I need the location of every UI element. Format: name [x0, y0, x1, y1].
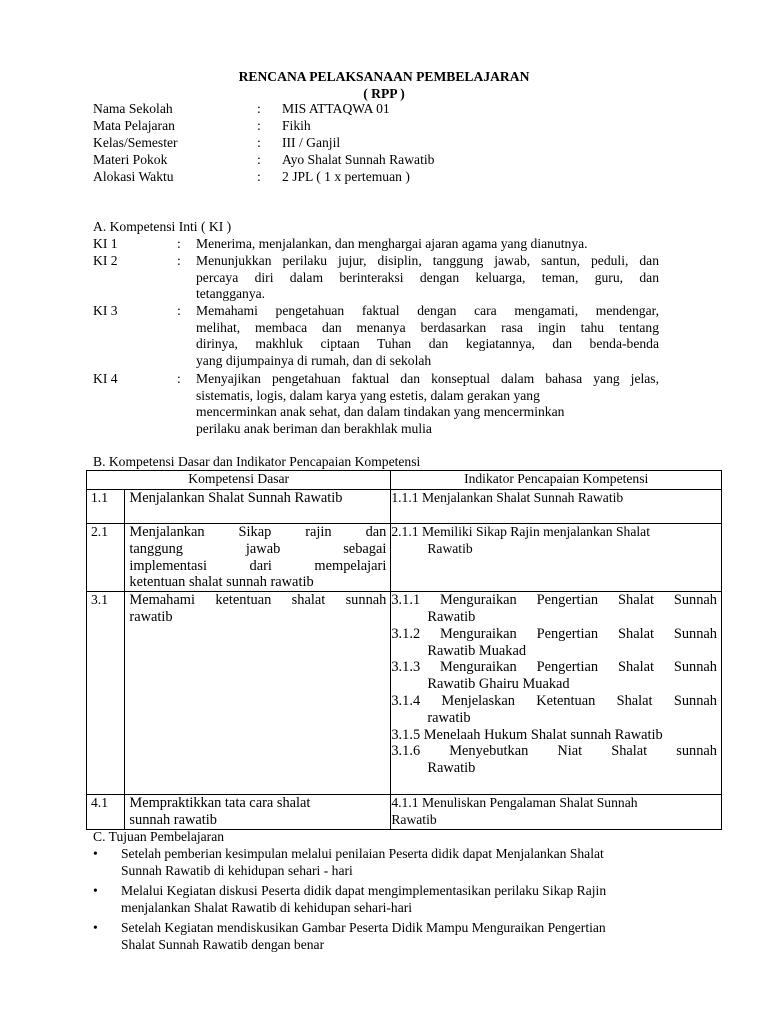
identity-colon: :: [257, 152, 261, 167]
row-number: 1.1: [87, 490, 125, 524]
tujuan-line: Sunnah Rawatib di kehidupan sehari - hari: [121, 862, 353, 878]
ipk-line: Rawatib: [391, 811, 437, 827]
tujuan-list: [93, 846, 713, 958]
ki-line: Menunjukkan perilaku jujur, disiplin, tanggung jawab, santun, peduli, dan: [196, 253, 659, 268]
kd-line: sunnah rawatib: [129, 811, 217, 828]
title-line-2: ( RPP ): [363, 86, 405, 101]
ki-colon: :: [177, 303, 181, 318]
kd-cell: [125, 490, 391, 524]
kd-cell: [125, 795, 391, 830]
ki-line: dirinya, makhluk ciptaan Tuhan dan kegiatannya, dan benda-benda: [196, 336, 659, 352]
kd-line: rawatib: [129, 608, 173, 625]
kd-line: tanggung jawab sebagai: [129, 540, 387, 557]
ki-line: perilaku anak beriman dan berakhlak mulia: [196, 420, 432, 436]
identity-label: Kelas/Semester: [93, 135, 178, 150]
ki-colon: :: [177, 371, 181, 386]
section-c-heading: C. Tujuan Pembelajaran: [93, 829, 225, 844]
tujuan-line: Setelah pemberian kesimpulan melalui penilaian Peserta didik dapat Menjalankan Shalat: [121, 846, 604, 861]
ki-line: sistematis, logis, dalam karya yang estetis, dalam gerakan yang: [196, 387, 540, 403]
ki-label: KI 4: [93, 371, 118, 386]
section-b-heading: B. Kompetensi Dasar dan Indikator Pencapaian Kompetensi: [93, 454, 421, 469]
ki-line: mencerminkan anak sehat, dan dalam tindakan yang mencerminkan: [196, 404, 565, 420]
ki-label: KI 2: [93, 253, 118, 268]
kd-line: Menjalankan Shalat Sunnah Rawatib: [129, 490, 343, 506]
ipk-line: Rawatib Ghairu Muakad: [427, 676, 570, 693]
ipk-cell: [391, 490, 722, 524]
list-item: [93, 846, 713, 879]
table-header-row: [87, 471, 722, 490]
ki-text: [196, 371, 659, 437]
identity-colon: :: [257, 118, 261, 133]
table-row: [87, 524, 722, 592]
identity-value: III / Ganjil: [282, 135, 341, 150]
ki-label: KI 3: [93, 303, 118, 318]
tujuan-line: menjalankan Shalat Rawatib di kehidupan sehari-hari: [121, 899, 413, 915]
ki-line: Menyajikan pengetahuan faktual dan konseptual dalam bahasa yang jelas,: [196, 371, 659, 386]
tujuan-line: Melalui Kegiatan diskusi Peserta didik dapat mengimplementasikan perilaku Sikap Rajin: [121, 883, 607, 899]
identity-colon: :: [257, 169, 261, 184]
kd-cell: [125, 524, 391, 592]
kd-line: Menjalankan Sikap rajin dan: [129, 524, 387, 540]
ki-colon: :: [177, 236, 181, 251]
ki-colon: :: [177, 253, 181, 268]
table-row: [87, 592, 722, 795]
ki-line: Menerima, menjalankan, dan menghargai ajaran agama yang dianutnya.: [196, 236, 588, 251]
ipk-line: rawatib: [427, 709, 471, 726]
ipk-line: Rawatib: [427, 760, 476, 777]
identity-label: Alokasi Waktu: [93, 169, 174, 184]
list-item: [93, 883, 713, 916]
row-number: 3.1: [87, 592, 125, 795]
kd-line: Memahami ketentuan shalat sunnah: [129, 592, 387, 609]
table-row: [87, 795, 722, 830]
ipk-line: 4.1.1 Menuliskan Pengalaman Shalat Sunnah: [391, 795, 638, 811]
ipk-cell: [391, 524, 722, 592]
ki-line: yang dijumpainya di rumah, dan di sekolah: [196, 352, 432, 368]
identity-label: Nama Sekolah: [93, 101, 173, 116]
section-a-heading: A. Kompetensi Inti ( KI ): [93, 219, 232, 234]
ki-line: Memahami pengetahuan faktual dengan cara mengamati, mendengar,: [196, 303, 659, 318]
ipk-line: Rawatib Muakad: [427, 642, 527, 659]
tujuan-line: Shalat Sunnah Rawatib dengan benar: [121, 936, 325, 952]
ipk-cell: [391, 795, 722, 830]
ipk-line: 3.1.2 Menguraikan Pengertian Shalat Sunnah: [391, 625, 717, 642]
kd-cell: [125, 592, 391, 795]
header-ipk: Indikator Pencapaian Kompetensi: [391, 471, 722, 490]
identity-label: Mata Pelajaran: [93, 118, 175, 133]
identity-colon: :: [257, 135, 261, 150]
header-kd: Kompetensi Dasar: [87, 471, 391, 490]
bullet-icon: •: [93, 883, 98, 899]
ki-text: [196, 303, 659, 369]
identity-value: MIS ATTAQWA 01: [282, 101, 390, 116]
ki-text: [196, 253, 659, 303]
identity-value: 2 JPL ( 1 x pertemuan ): [282, 169, 410, 184]
row-number: 4.1: [87, 795, 125, 830]
ipk-line: 3.1.5 Menelaah Hukum Shalat sunnah Rawatib: [391, 726, 663, 743]
kd-line: implementasi dari mempelajari: [129, 557, 387, 574]
title-line-1: RENCANA PELAKSANAAN PEMBELAJARAN: [238, 69, 530, 84]
identity-label: Materi Pokok: [93, 152, 168, 167]
ki-label: KI 1: [93, 236, 118, 251]
ipk-line: 2.1.1 Memiliki Sikap Rajin menjalankan Shalat: [391, 524, 650, 539]
ipk-line: 3.1.1 Menguraikan Pengertian Shalat Sunnah: [391, 592, 717, 609]
tujuan-line: Setelah Kegiatan mendiskusikan Gambar Peserta Didik Mampu Menguraikan Pengertian: [121, 920, 606, 936]
ki-line: melihat, membaca dan menanya berdasarkan rasa ingin tahu tentang: [196, 319, 659, 335]
ipk-line: Rawatib: [427, 608, 476, 625]
ipk-line: 3.1.4 Menjelaskan Ketentuan Shalat Sunnah: [391, 692, 717, 709]
ipk-line: 3.1.3 Menguraikan Pengertian Shalat Sunnah: [391, 659, 717, 676]
ipk-cell: [391, 592, 722, 795]
kd-ipk-table: [86, 470, 722, 830]
kd-line: Mempraktikkan tata cara shalat: [129, 795, 311, 812]
kd-line: ketentuan shalat sunnah rawatib: [129, 574, 314, 591]
document-title: [0, 69, 768, 103]
ki-text: [196, 236, 659, 253]
ki-line: percaya diri dalam berinteraksi dengan keluarga, teman, guru, dan: [196, 269, 659, 285]
table-row: [87, 490, 722, 524]
ipk-line: 3.1.6 Menyebutkan Niat Shalat sunnah: [391, 743, 717, 760]
bullet-icon: •: [93, 846, 98, 861]
ipk-line: Rawatib: [427, 540, 473, 556]
identity-colon: :: [257, 101, 261, 116]
bullet-icon: •: [93, 920, 98, 936]
ipk-line: 1.1.1 Menjalankan Shalat Sunnah Rawatib: [391, 490, 624, 505]
ki-line: tetangganya.: [196, 286, 266, 302]
identity-value: Fikih: [282, 118, 311, 133]
identity-value: Ayo Shalat Sunnah Rawatib: [282, 152, 435, 167]
row-number: 2.1: [87, 524, 125, 592]
list-item: [93, 920, 713, 953]
